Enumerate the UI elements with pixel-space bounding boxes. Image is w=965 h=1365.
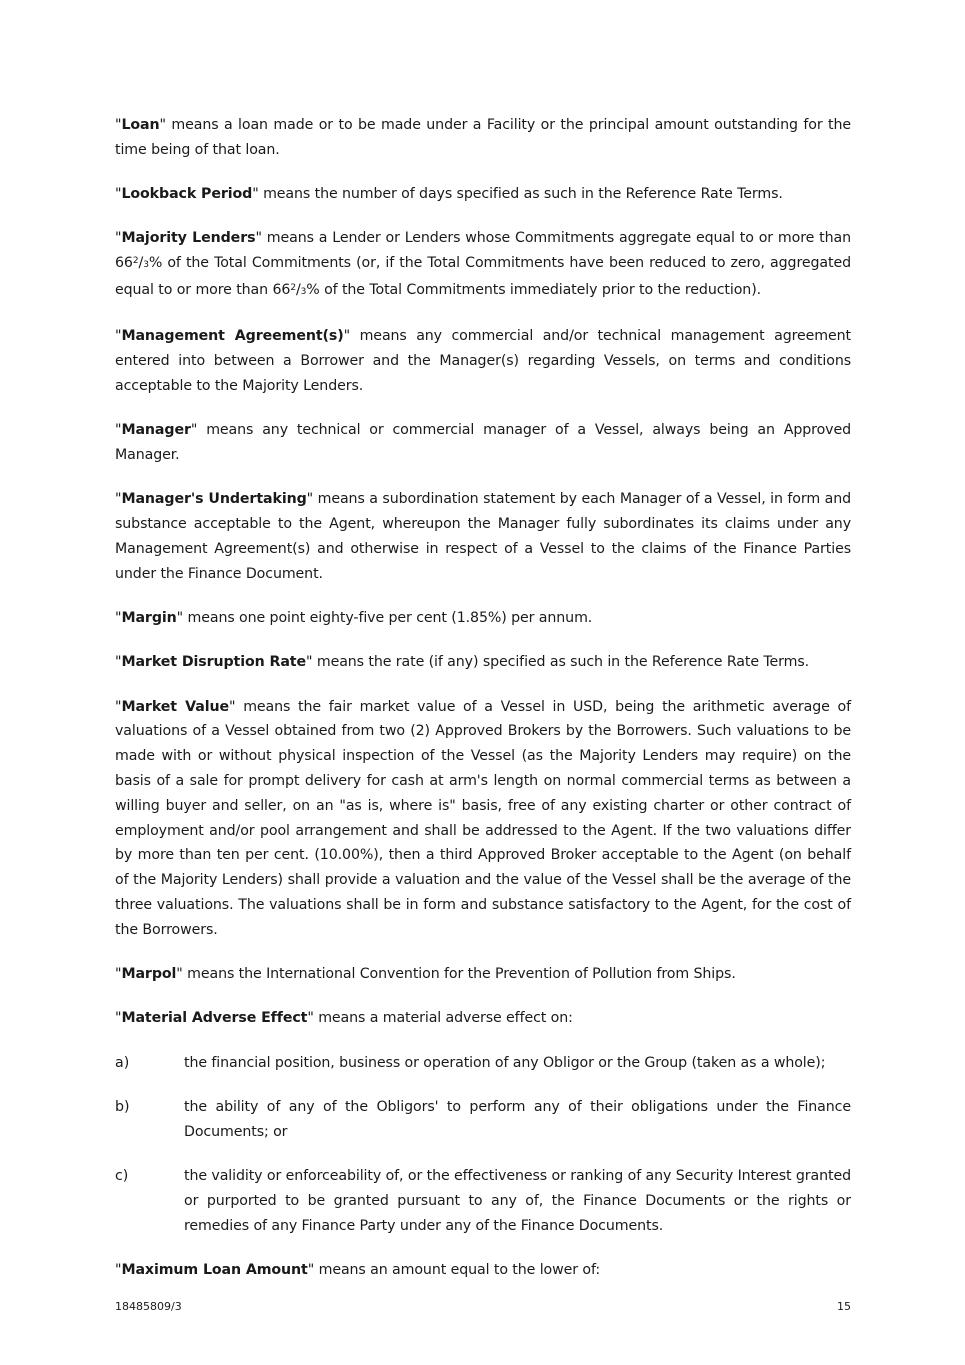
definition-manager: "Manager" means any technical or commercial manager of a Vessel, always being an Approved Manager. [115,422,851,463]
defined-term: Management Agreement(s) [121,328,344,345]
list-item-text: the ability of any of the Obligors' to perform any of their obligations under the Finance Documents; or [184,1098,851,1140]
definition-maximum-loan-amount: "Maximum Loan Amount" means an amount equal to the lower of: [115,1261,601,1278]
definitions-section [115,113,851,1302]
fraction-numerator: 2 [132,256,139,267]
fraction-slash: / [295,281,301,298]
definition-market-disruption-rate: "Market Disruption Rate" means the rate (if any) specified as such in the Reference Rate Terms. [115,654,810,671]
definition-managers-undertaking: "Manager's Undertaking" means a subordination statement by each Manager of a Vessel, in form and substance acceptable to the Agent, whereupon the Manager fully subordinates its claims under any Management Agreement(s) and otherwise in respect of a Vessel to the claims of the Finance Parties under the Finance Document. [115,491,852,582]
defined-term: Material Adverse Effect [121,1010,308,1027]
list-item-text: the financial position, business or operation of any Obligor or the Group (taken as a whole); [184,1054,826,1071]
defined-term: Market Disruption Rate [121,654,306,671]
definition-lookback-period: "Lookback Period" means the number of days specified as such in the Reference Rate Terms. [115,186,783,203]
fraction-denominator: 3 [300,286,307,297]
defined-term: Majority Lenders [121,230,256,247]
definition-text: means the fair market value of a Vessel in USD, being the arithmetic average of valuations of a Vessel obtained from two (2) Approved Brokers by the Borrowers. Such valuations to be made with or without physical inspection of the Vessel (as the Majority Lenders may require) on the basis of a sale for prompt delivery for cash at arm's length on normal commercial terms as between a willing buyer and seller, on an "as is, where is" basis, free of any existing charter or other contract of employment and/or pool arrangement and shall be addressed to the Agent. If the two valuations differ by more than ten per cent. (10.00%), then a third Approved Broker acceptable to the Agent (on behalf of the Majority Lenders) shall provide a valuation and the value of the Vessel shall be the average of the three valuations. The valuations shall be in form and substance satisfactory to the Agent, for the cost of the Borrowers. [115,698,851,938]
definition-management-agreement: "Management Agreement(s)" means any commercial and/or technical management agreement entered into between a Borrower and the Manager(s) regarding Vessels, on terms and conditions acceptable to the Majority Lenders. [115,328,851,394]
page-footer [115,1299,851,1315]
fraction-numerator: 2 [290,282,296,293]
definition-text: means any commercial and/or technical management agreement entered into between a Borrower and the Manager(s) regarding Vessels, on terms and conditions acceptable to the Majority Lenders. [115,328,851,394]
document-reference: 18485809/3 [115,1300,182,1313]
definition-text: % of the Total Commitments immediately prior to the reduction). [306,281,762,298]
definition-market-value: "Market Value" means the fair market value of a Vessel in USD, being the arithmetic average of valuations of a Vessel obtained from two (2) Approved Brokers by the Borrowers. Such valuations to be made with or without physical inspection of the Vessel (as the Majority Lenders may require) on the basis of a sale for prompt delivery for cash at arm's length on normal commercial terms as between a willing buyer and seller, on an "as is, where is" basis, free of any existing charter or other contract of employment and/or pool arrangement and shall be addressed to the Agent. If the two valuations differ by more than ten per cent. (10.00%), then a third Approved Broker acceptable to the Agent (on behalf of the Majority Lenders) shall provide a valuation and the value of the Vessel shall be the average of the three valuations. The valuations shall be in form and substance satisfactory to the Agent, for the cost of the Borrowers. [115,698,851,938]
list-item-text: the validity or enforceability of, or the effectiveness or ranking of any Security Interest granted or purported to be granted pursuant to any of, the Finance Documents or the rights or remedies of any Finance Party under any of the Finance Documents. [184,1168,851,1234]
definition-text: % of the Total Commitments (or, if the Total Commitments have been reduced to zero, aggregated equal to or more than 66 [115,255,851,298]
list-item-label: a) [115,1054,130,1071]
list-item-label: c) [115,1168,129,1184]
fraction-denominator: 3 [143,260,149,271]
defined-term: Lookback Period [121,186,253,203]
list-item [115,1164,851,1238]
defined-term: Loan [121,117,160,133]
defined-term: Manager [121,422,191,439]
definition-text: means one point eighty-five per cent (1.85%) per annum. [183,609,593,626]
definition-text: means the International Convention for the Prevention of Pollution from Ships. [182,966,736,983]
list-item [115,1051,851,1076]
definition-text: means the rate (if any) specified as such in the Reference Rate Terms. [312,654,810,671]
definition-margin: "Margin" means one point eighty-five per cent (1.85%) per annum. [115,609,593,626]
list-item-label: b) [115,1098,130,1115]
defined-term: Market Value [121,698,230,715]
fraction-slash: / [138,255,144,272]
definition-loan: "Loan" means a loan made or to be made under a Facility or the principal amount outstanding for the time being of that loan. [115,117,851,158]
defined-term: Marpol [121,966,177,983]
definition-text: means a material adverse effect on: [313,1010,573,1027]
defined-term: Manager's Undertaking [121,491,307,508]
definition-marpol: "Marpol" means the International Convention for the Prevention of Pollution from Ships. [115,966,736,983]
defined-term: Margin [121,609,177,626]
defined-term: Maximum Loan Amount [121,1261,308,1278]
definition-text: means an amount equal to the lower of: [314,1261,601,1278]
definition-text: means a loan made or to be made under a Facility or the principal amount outstanding for the time being of that loan. [115,117,851,158]
definition-majority-lenders: "Majority Lenders" means a Lender or Lenders whose Commitments aggregate equal to or more than $66^2/3\%$ of the Total Commitments (or, if the Total Commitments have been reduced to zero, aggregated equal to or more than $66^2/3\%$ of the Total Commitments immediately prior to the reduction). [115,230,851,298]
list-item [115,1095,851,1145]
definition-text: means a Lender or Lenders whose Commitments aggregate equal to or more than 66 [115,230,851,272]
definition-material-adverse-effect: "Material Adverse Effect" means a material adverse effect on: [115,1010,573,1027]
page-number: 15 [837,1300,851,1313]
definition-text: means a subordination statement by each Manager of a Vessel, in form and substance acceptable to the Agent, whereupon the Manager fully subordinates its claims under any Management Agreement(s) and otherwise in respect of a Vessel to the claims of the Finance Parties under the Finance Document. [115,491,852,582]
definition-text: means any technical or commercial manager of a Vessel, always being an Approved Manager. [115,422,851,463]
definition-text: means the number of days specified as such in the Reference Rate Terms. [258,186,783,203]
